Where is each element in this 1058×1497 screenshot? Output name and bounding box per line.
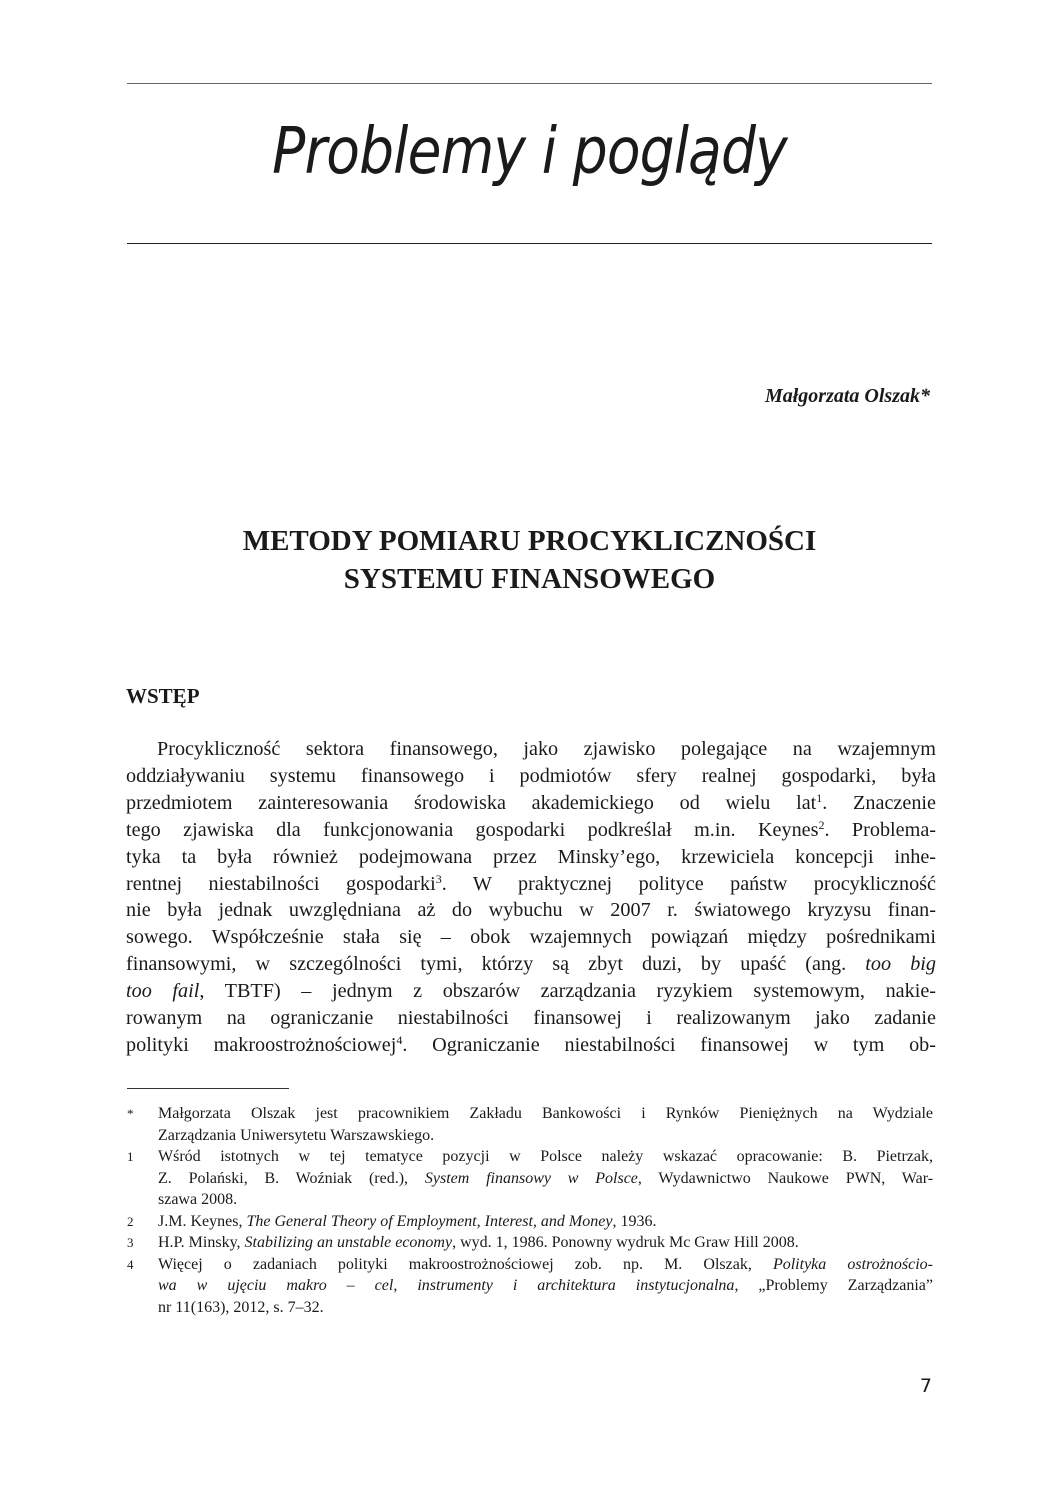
text-line: tyka ta była również podejmowana przez Minsky’ego, krzewiciela koncepcji inhe- bbox=[126, 845, 936, 868]
footnotes bbox=[127, 1103, 933, 1318]
text-line: nie była jednak uwzględniana aż do wybuchu w 2007 r. światowego kryzysu finan- bbox=[126, 899, 936, 922]
header-bottom-rule bbox=[127, 243, 932, 244]
footnote-mark: 3 bbox=[127, 1235, 134, 1250]
text-line: too fail, TBTF) – jednym z obszarów zarządzania ryzykiem systemowym, nakie- bbox=[126, 980, 937, 1003]
footnote-mark: * bbox=[127, 1106, 134, 1121]
footnote-ref[interactable]: 4 bbox=[396, 1032, 403, 1047]
text-line: sowego. Współcześnie stała się – obok wzajemnych powiązań między pośrednikami bbox=[126, 926, 936, 949]
text-line: oddziaływaniu systemu finansowego i podmiotów sfery realnej gospodarki, była bbox=[126, 764, 936, 787]
footnote: 2 J.M. Keynes, The General Theory of Employment, Interest, and Money, 1936. bbox=[127, 1211, 933, 1233]
text-line: finansowymi, w szczególności tymi, którzy są zbyt duzi, by upaść (ang. too big bbox=[126, 953, 936, 976]
footnote-mark: 1 bbox=[127, 1149, 134, 1164]
article-title-line: METODY POMIARU PROCYKLICZNOŚCI bbox=[242, 525, 817, 557]
header-top-rule bbox=[127, 83, 932, 84]
body-paragraph bbox=[126, 736, 936, 1059]
footnote-ref[interactable]: 3 bbox=[435, 871, 442, 886]
text-line: rowanym na ograniczanie niestabilności finansowej i realizowanym jako zadanie bbox=[126, 1007, 936, 1030]
section-heading: WSTĘP bbox=[126, 684, 200, 708]
footnote: 4 Więcej o zadaniach polityki makroostrożnościowej zob. np. M. Olszak, Polityka ostrożnościo- wa w ujęciu makro – cel, instrumenty i architektura instytucjonalna, „Problemy Zarządzania” nr 11(163), 2012, s. 7–32. bbox=[127, 1254, 933, 1319]
footnote-mark: 4 bbox=[127, 1256, 134, 1272]
footnote: * Małgorzata Olszak jest pracownikiem Zakładu Bankowości i Rynków Pieniężnych na Wydziale Zarządzania Uniwersytetu Warszawskiego. bbox=[127, 1103, 933, 1146]
footnote-ref[interactable]: 2 bbox=[818, 817, 825, 832]
section-title: Problemy i poglądy bbox=[272, 115, 787, 189]
page-number: 7 bbox=[919, 1375, 932, 1397]
text-line: Procykliczność sektora finansowego, jako zjawisko polegające na wzajemnym bbox=[157, 738, 936, 760]
author-name: Małgorzata Olszak* bbox=[764, 385, 930, 407]
footnote-ref[interactable]: 1 bbox=[816, 790, 823, 805]
footnote: 3 H.P. Minsky, Stabilizing an unstable economy, wyd. 1, 1986. Ponowny wydruk Mc Graw Hill 2008. bbox=[127, 1232, 933, 1254]
text-line: polityki makroostrożnościowej$^4$. Ograniczanie niestabilności finansowej w tym ob- bbox=[126, 1032, 936, 1056]
text-line: rentnej niestabilności gospodarki$^3$. W praktycznej polityce państw procykliczność bbox=[126, 871, 936, 895]
article-title bbox=[127, 522, 932, 598]
footnote-mark: 2 bbox=[127, 1213, 134, 1229]
footnote: 1 Wśród istotnych w tej tematyce pozycji w Polsce należy wskazać opracowanie: B. Pietrzak, Z. Polański, B. Woźniak (red.), System finansowy w Polsce, Wydawnictwo Naukowe PWN, War- szawa 2008. bbox=[127, 1146, 933, 1211]
text-line: przedmiotem zainteresowania środowiska akademickiego od wielu lat$^1$. Znaczenie bbox=[126, 790, 936, 814]
footnote-rule bbox=[127, 1088, 289, 1089]
text-line: tego zjawiska dla funkcjonowania gospodarki podkreślał m.in. Keynes$^2$. Problema- bbox=[126, 817, 937, 841]
article-title-line: SYSTEMU FINANSOWEGO bbox=[343, 563, 716, 595]
